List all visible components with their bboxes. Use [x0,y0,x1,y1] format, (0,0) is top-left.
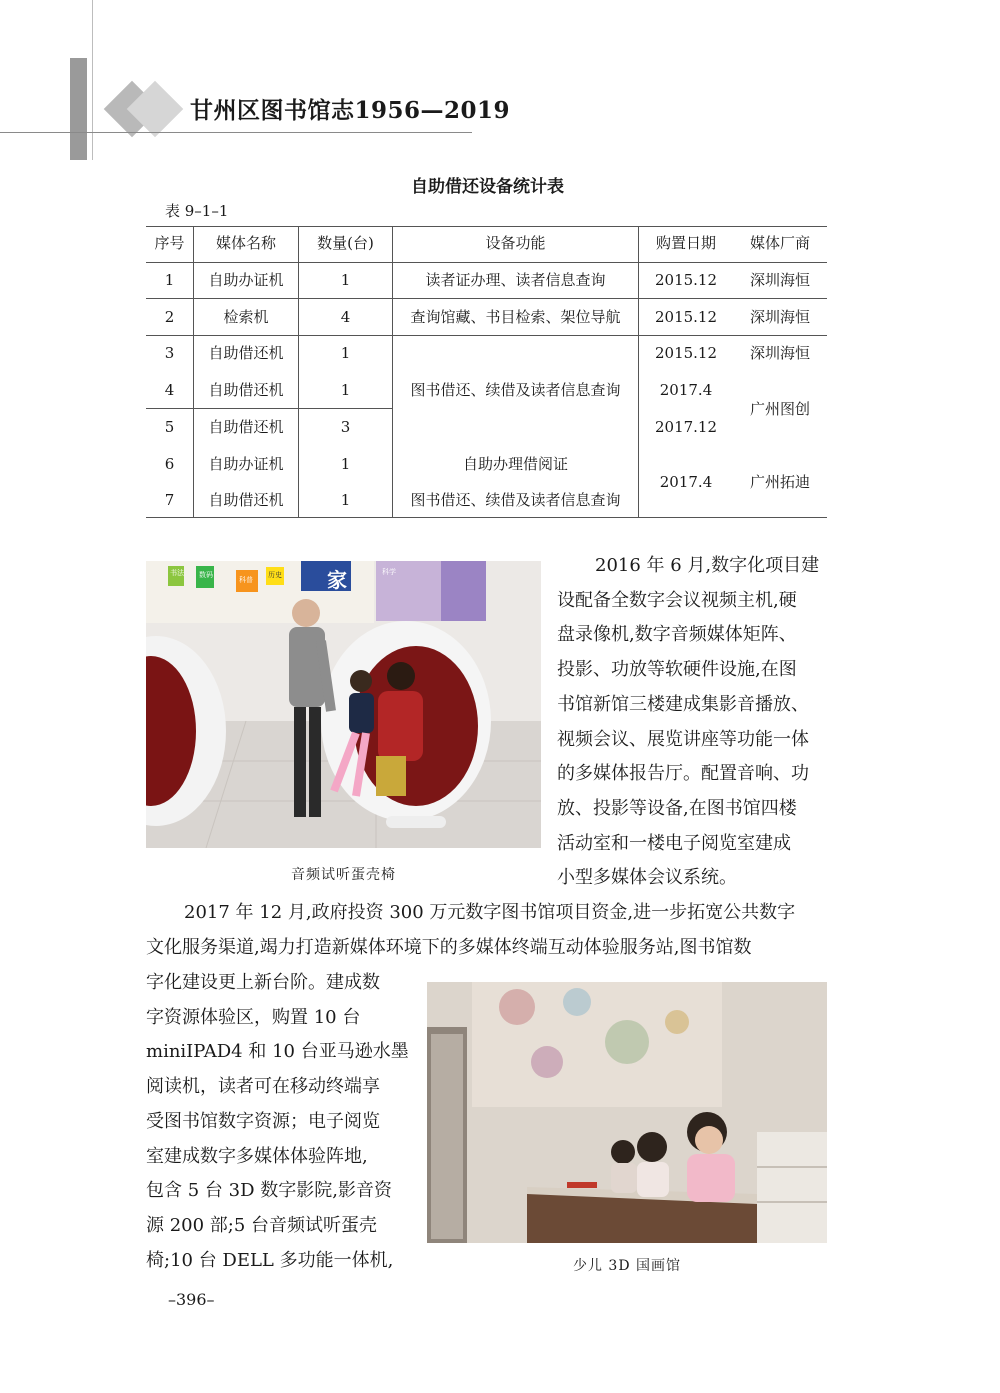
table-cell: 自助借还机 [208,381,284,399]
paragraph-line: 盘录像机,数字音频媒体矩阵、 [557,624,797,646]
paragraph-line: 小型多媒体会议系统。 [557,867,737,889]
table-cell: 1 [340,381,351,399]
paragraph-line: 受图书馆数字资源；电子阅览 [146,1110,380,1132]
table-cell: 自助办证机 [208,271,284,289]
paragraph-line: 字资源体验区，购置 10 台 [146,1006,361,1028]
photo1-caption: 音频试听蛋壳椅 [291,867,396,883]
table-cell: 图书借还、续借及读者信息查询 [410,381,621,399]
table-rule [146,298,827,299]
table-cell: 自助借还机 [208,418,284,436]
paragraph-line: 活动室和一楼电子阅览室建成 [557,832,791,854]
table-cell: 广州拓迪 [749,473,810,491]
paragraph-line: 书馆新馆三楼建成集影音播放、 [557,693,809,715]
paragraph-line: 2017 年 12 月,政府投资 300 万元数字图书馆项目资金,进一步拓宽公共数字 [184,902,796,923]
table-cell: 读者证办理、读者信息查询 [425,271,606,289]
paragraph-line: 源 200 部;5 台音频试听蛋壳 [146,1214,378,1236]
table-cell: 1 [340,271,351,289]
table-cell: 深圳海恒 [749,308,810,326]
paragraph-line: 字化建设更上新台阶。建成数 [146,972,380,993]
paragraph-line: 阅读机，读者可在移动终端享 [146,1076,380,1098]
table-header-cell: 数量(台) [317,234,374,252]
egg-chair-illustration [146,561,541,848]
header-side-bar [70,58,87,160]
wall-tile-label: 书法 [170,569,184,577]
table-cell: 1 [340,491,351,509]
table-cell: 2017.12 [654,418,718,436]
table-cell: 广州图创 [749,400,810,418]
table-cell: 2 [164,308,175,326]
paragraph-line: 设配备全数字会议视频主机,硬 [557,589,797,611]
table-cell: 1 [340,344,351,362]
table-header-cell: 购置日期 [655,234,716,252]
wall-tile-label: 科学 [382,568,396,576]
paragraph-digital-library-cont [146,966,408,1278]
paragraph-line: 文化服务渠道,竭力打造新媒体环境下的多媒体终端互动体验服务站,图书馆数 [146,936,752,958]
table-cell: 2017.4 [659,381,713,399]
paragraph-line: 投影、功放等软硬件设施,在图 [557,659,797,681]
egg-chair-photo [146,561,541,848]
table-cell: 3 [340,418,351,436]
wall-tile-label: 历史 [268,571,282,579]
table-header-cell: 设备功能 [485,234,546,252]
paragraph-multimedia-hall [557,549,827,896]
table-header-cell: 序号 [154,234,185,252]
table-cell: 自助办理借阅证 [462,455,568,473]
table-cell: 4 [164,381,175,399]
table-cell: 深圳海恒 [749,271,810,289]
wall-sign: 家 [327,568,347,592]
paragraph-line: 包含 5 台 3D 数字影院,影音资 [146,1180,392,1202]
table-cell: 4 [340,308,351,326]
table-cell: 7 [164,491,175,509]
table-cell: 自助借还机 [208,344,284,362]
table-rule [146,226,827,227]
table-rule [146,262,827,263]
table-cell: 1 [164,271,175,289]
wall-tile-label: 数码 [199,571,213,579]
children-classroom-illustration [427,982,827,1243]
table-cell: 2015.12 [654,271,718,289]
paragraph-line: 室建成数字多媒体体验阵地, [146,1145,368,1167]
header-rule [0,132,472,133]
table-cell: 检索机 [223,308,269,326]
table-cell: 2017.4 [659,473,713,491]
table-rule [146,335,827,336]
children-3d-painting-photo [427,982,827,1243]
table-cell: 2015.12 [654,344,718,362]
table-rule [146,408,392,409]
paragraph-line: miniIPAD4 和 10 台亚马逊水墨 [146,1041,409,1063]
table-cell: 图书借还、续借及读者信息查询 [410,491,621,509]
table-rule [146,517,827,518]
table-cell: 3 [164,344,175,362]
paragraph-line: 2016 年 6 月,数字化项目建 [595,555,820,576]
table-cell: 自助借还机 [208,491,284,509]
paragraph-line: 视频会议、展览讲座等功能一体 [557,728,809,750]
table-number: 表 9–1–1 [165,202,229,220]
paragraph-line: 椅;10 台 DELL 多功能一体机, [146,1249,394,1271]
table-title: 自助借还设备统计表 [411,177,564,197]
paragraph-line: 的多媒体报告厅。配置音响、功 [557,763,809,785]
table-cell: 6 [164,455,175,473]
paragraph-line: 放、投影等设备,在图书馆四楼 [557,797,797,819]
table-cell: 深圳海恒 [749,344,810,362]
table-cell: 自助办证机 [208,455,284,473]
header-vertical-rule [92,0,93,160]
page-number: –396– [168,1290,215,1309]
wall-tile-label: 科普 [239,576,253,584]
table-cell: 2015.12 [654,308,718,326]
table-cell: 5 [164,418,175,436]
table-header-cell: 媒体厂商 [749,234,810,252]
table-header-cell: 媒体名称 [215,234,276,252]
photo2-caption: 少儿 3D 国画馆 [572,1258,682,1274]
table-cell: 查询馆藏、书目检索、架位导航 [410,308,621,326]
running-header-title: 甘州区图书馆志1956—2019 [190,97,511,124]
paragraph-digital-library [146,896,827,965]
table-cell: 1 [340,455,351,473]
